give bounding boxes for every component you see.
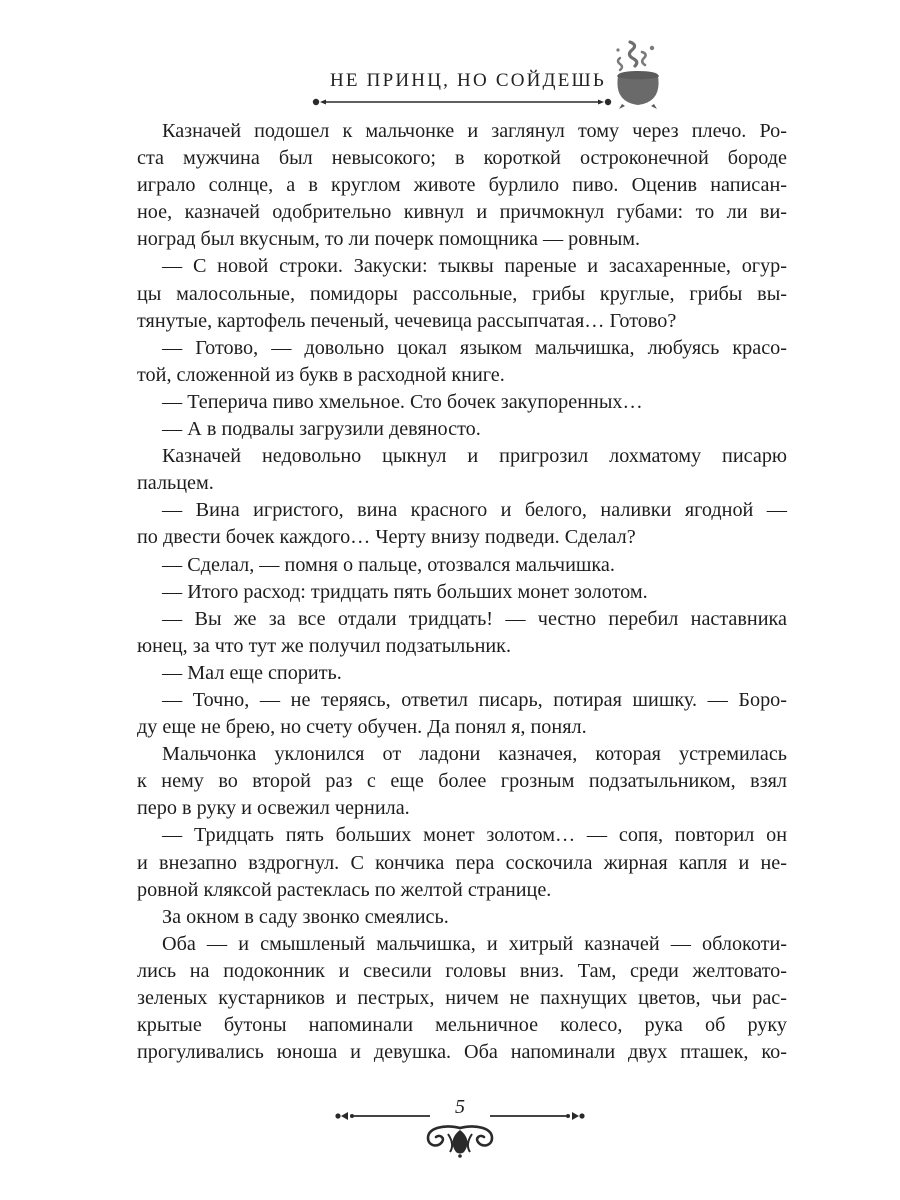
text-line: ное, казначей одобрительно кивнул и причмокнул губами: то ли ви- (137, 201, 787, 224)
header-rule-ornament (312, 96, 612, 108)
text-line: — Вина игристого, вина красного и белого, наливки ягодной — (162, 499, 787, 522)
text-line: — Сделал, — помня о пальце, отозвался мальчишка. (162, 553, 615, 576)
text-line: зеленых кустарников и пестрых, ничем не пахнущих цветов, чьи рас- (137, 987, 787, 1009)
text-line: — С новой строки. Закуски: тыквы пареные и засахаренные, огур- (162, 255, 787, 278)
text-line: — Готово, — довольно цокал языком мальчишка, любуясь красо- (162, 336, 787, 359)
text-line: к нему во второй раз с еще более грозным подзатыльником, взял (137, 770, 787, 793)
text-line: цы малосольные, помидоры рассольные, грибы круглые, грибы вы- (137, 282, 787, 305)
text-line: — Вы же за все отдали тридцать! — честно перебил наставника (162, 607, 787, 630)
text-line: прогуливались юноша и девушка. Оба напоминали двух пташек, ко- (137, 1041, 787, 1064)
text-line: — Тридцать пять больших монет золотом… — сопя, повторил он (162, 824, 787, 847)
text-line: тянутые, картофель печеный, чечевица рассыпчатая… Готово? (137, 309, 677, 332)
text-line: той, сложенной из букв в расходной книге. (137, 363, 505, 386)
text-line: и внезапно вздрогнул. С кончика пера соскочила жирная капля и не- (137, 851, 787, 874)
page-footer (0, 1090, 900, 1170)
text-line: пальцем. (137, 472, 214, 495)
text-line: Мальчонка уклонился от ладони казначея, которая устремилась (162, 743, 787, 766)
text-line: лись на подоконник и свесили головы вниз. Там, среди желтовато- (137, 959, 787, 982)
text-line: Казначей подошел к мальчонке и заглянул тому через плечо. Ро- (162, 120, 787, 142)
text-line: — Итого расход: тридцать пять больших монет золотом. (162, 580, 648, 603)
text-line: — А в подвалы загрузили девяносто. (162, 418, 481, 441)
page-number: 5 (455, 1096, 465, 1118)
text-line: ровной кляксой растеклась по желтой странице. (137, 878, 552, 901)
text-line: — Точно, — не теряясь, ответил писарь, потирая шишку. — Боро- (162, 688, 787, 711)
text-line: играло солнце, а в круглом животе бурлило пиво. Оценив написан- (137, 174, 787, 197)
text-line: Казначей недовольно цыкнул и пригрозил лохматому писарю (162, 445, 787, 468)
body-text (137, 118, 787, 1066)
text-line: ста мужчина был невысокого; в короткой остроконечной бороде (137, 147, 787, 170)
text-line: по двести бочек каждого… Черту внизу подведи. Сделал? (137, 526, 636, 549)
text-line: перо в руку и освежил чернила. (137, 797, 410, 820)
text-line: крытые бутоны напоминали мельничное колесо, рука об руку (137, 1014, 787, 1037)
text-line: За окном в саду звонко смеялись. (162, 905, 449, 928)
text-line: юнец, за что тут же получил подзатыльник. (137, 634, 512, 657)
text-line: ноград был вкусным, то ли почерк помощника — ровным. (137, 228, 641, 251)
page-header (0, 0, 900, 120)
text-line: Оба — и смышленый мальчишка, и хитрый казначей — облокоти- (162, 932, 787, 955)
text-line: ду еще не брею, но счету обучен. Да понял я, понял. (137, 716, 587, 739)
text-line: — Мал еще спорить. (162, 661, 342, 684)
text-line: — Теперича пиво хмельное. Сто бочек закупоренных… (162, 390, 643, 413)
running-title: НЕ ПРИНЦ, НО СОЙДЕШЬ (330, 70, 606, 91)
cauldron-icon (608, 38, 668, 110)
